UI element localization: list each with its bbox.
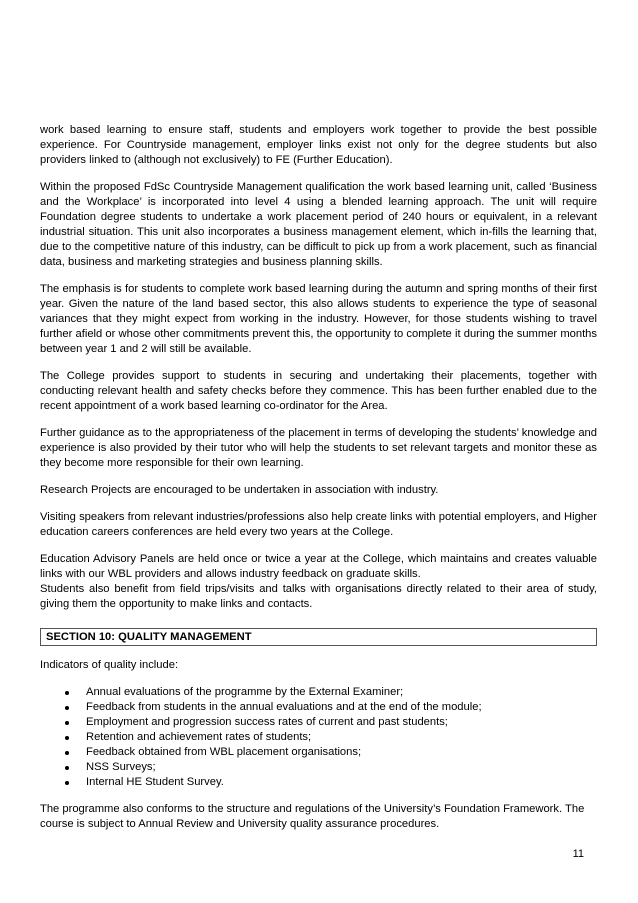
- list-item-text: Internal HE Student Survey.: [86, 776, 224, 788]
- bullet-icon: [65, 736, 69, 740]
- paragraph-wbl-partnership: work based learning to ensure staff, students and employers work together to provide the best possible experience. For Countryside management, employer links exist not only for the degree students but also providers linked to (although not exclusively) to FE (Further Education).: [40, 124, 597, 166]
- list-item: [40, 685, 597, 700]
- paragraph-visiting-speakers: Visiting speakers from relevant industries/professions also help create links with potential employers, and Higher education careers conferences are held every two years at the College.: [40, 511, 597, 538]
- list-item-text: Feedback from students in the annual evaluations and at the end of the module;: [86, 701, 482, 713]
- paragraph-further-guidance: Further guidance as to the appropriateness of the placement in terms of developing the students’ knowledge and experience is also provided by their tutor who will help the students to set relevant targets and monitor these as they become more responsible for their own learning.: [40, 427, 597, 469]
- section-heading: SECTION 10: QUALITY MANAGEMENT: [40, 628, 597, 646]
- paragraph-advisory-panels: Education Advisory Panels are held once or twice a year at the College, which maintains and creates valuable links with our WBL providers and allows industry feedback on graduate skills.: [40, 553, 597, 580]
- list-item: [40, 715, 597, 730]
- list-item-text: Annual evaluations of the programme by the External Examiner;: [86, 686, 404, 698]
- quality-intro: Indicators of quality include:: [40, 659, 179, 671]
- list-item: [40, 775, 597, 790]
- paragraph-field-trips: Students also benefit from field trips/visits and talks with organisations directly related to their area of study, giving them the opportunity to make links and contacts.: [40, 583, 597, 610]
- paragraph-fdsc-unit: Within the proposed FdSc Countryside Management qualification the work based learning unit, called ‘Business and the Workplace’ is incorporated into level 4 using a blended learning approach. The unit will require Foundation degree students to undertake a work placement period of 240 hours or equivalent, in a relevant industrial situation. This unit also incorporates a business management element, which in-fills the learning that, due to the competitive nature of this industry, can be difficult to pick up from a work placement, such as financial data, business and marketing strategies and business planning skills.: [40, 181, 597, 268]
- bullet-icon: [65, 691, 69, 695]
- list-item: [40, 730, 597, 745]
- paragraph-research-projects: Research Projects are encouraged to be undertaken in association with industry.: [40, 484, 439, 496]
- list-item-text: Retention and achievement rates of students;: [86, 731, 312, 743]
- quality-closing: The programme also conforms to the structure and regulations of the University’s Foundation Framework. The course is subject to Annual Review and University quality assurance procedures.: [40, 803, 585, 830]
- paragraph-emphasis: The emphasis is for students to complete work based learning during the autumn and spring months of their first year. Given the nature of the land based sector, this also allows students to experience the type of seasonal variances that they might expect from working in the industry. However, for those students wishing to travel further afield or whose other commitments prevent this, the opportunity to complete it during the summer months between year 1 and 2 will still be available.: [40, 283, 597, 355]
- bullet-icon: [65, 781, 69, 785]
- bullet-icon: [65, 751, 69, 755]
- page-content: [40, 123, 597, 844]
- paragraph-college-support: The College provides support to students in securing and undertaking their placements, together with conducting relevant health and safety checks before they commence. This has been further enabled due to the recent appointment of a work based learning co-ordinator for the Area.: [40, 370, 597, 412]
- list-item: [40, 700, 597, 715]
- bullet-icon: [65, 706, 69, 710]
- bullet-icon: [65, 766, 69, 770]
- bullet-icon: [65, 721, 69, 725]
- list-item-text: Feedback obtained from WBL placement organisations;: [86, 746, 362, 758]
- list-item-text: Employment and progression success rates of current and past students;: [86, 716, 448, 728]
- list-item: [40, 745, 597, 760]
- page-number: 11: [572, 848, 584, 860]
- list-item: [40, 760, 597, 775]
- quality-indicators-list: [40, 685, 597, 790]
- list-item-text: NSS Surveys;: [86, 761, 156, 773]
